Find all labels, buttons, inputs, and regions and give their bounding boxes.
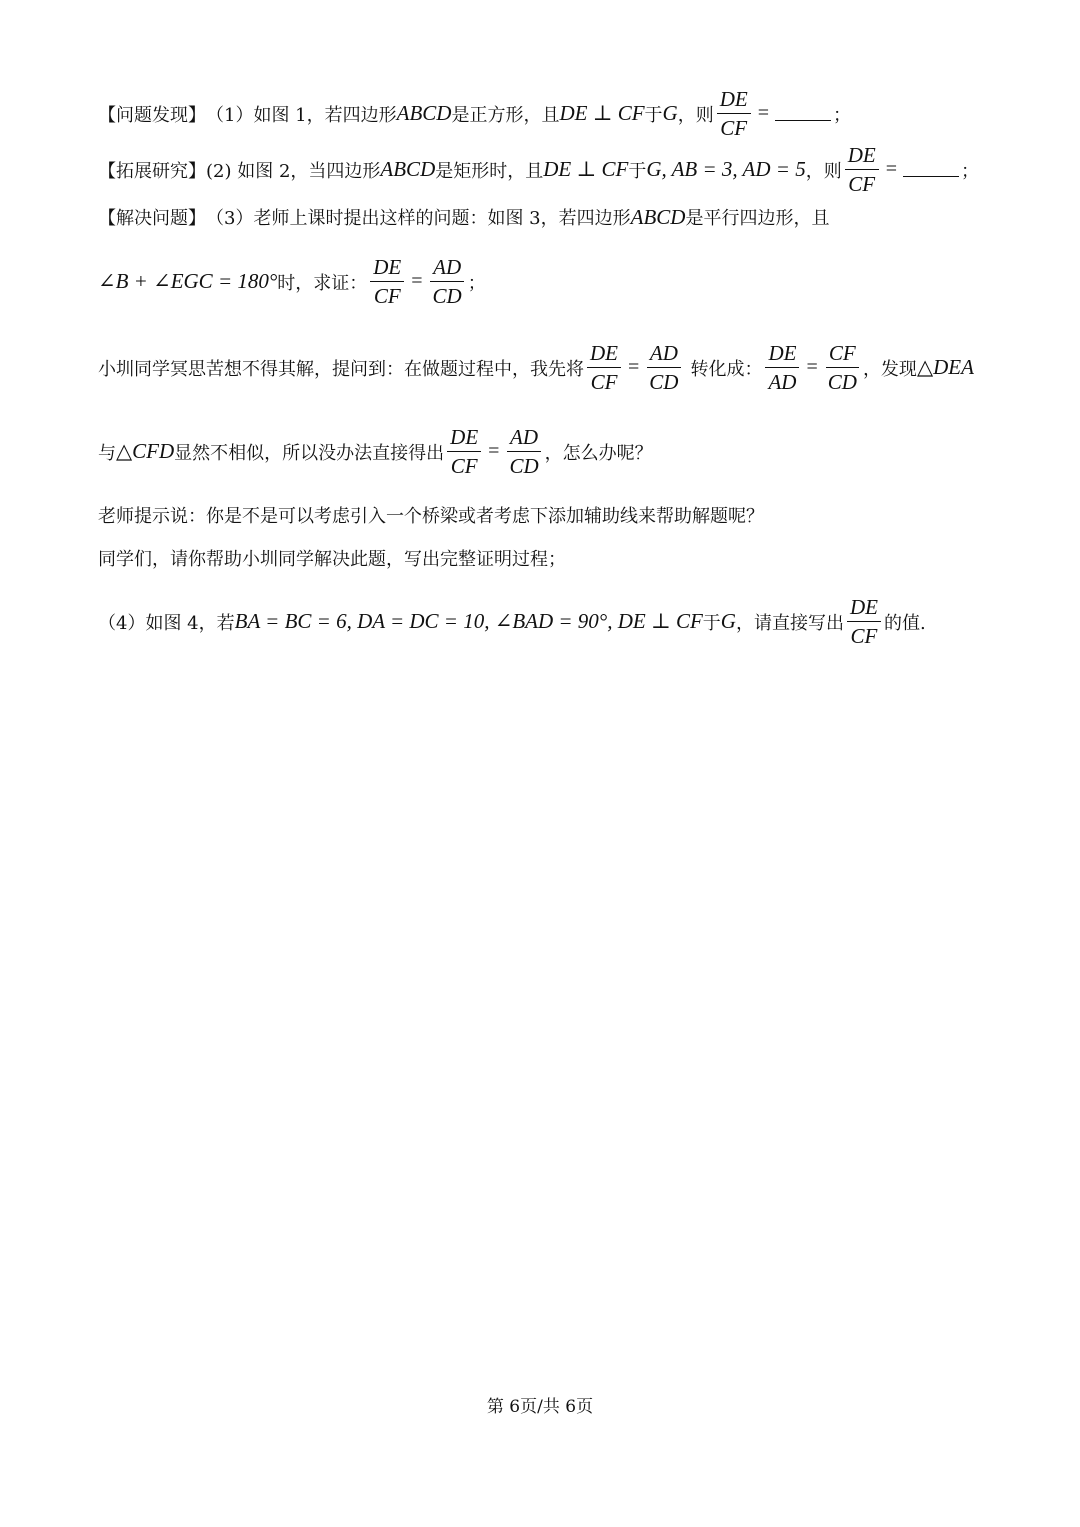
- question-4: [98, 594, 990, 649]
- q2-text3: 于: [628, 160, 647, 182]
- q1-fraction: [717, 86, 751, 141]
- p2-text: 与: [98, 442, 116, 464]
- p2-triangle: △CFD: [116, 439, 175, 463]
- q2-text2: 是矩形时，且: [435, 160, 544, 182]
- q1-equals: =: [757, 102, 769, 124]
- page-footer: 第 6页/共 6页: [486, 1397, 594, 1417]
- q3-f2-den: CD: [432, 284, 462, 308]
- q2-frac-num: DE: [845, 142, 879, 170]
- p3-text: 老师提示说：你是不是可以考虑引入一个桥梁或者考虑下添加辅助线来帮助解题呢？: [98, 506, 764, 527]
- q3-fraction-2: [430, 254, 465, 309]
- q4-frac-den: CF: [850, 624, 878, 648]
- p2-equals: =: [488, 440, 500, 462]
- q3-quad: ABCD: [630, 204, 686, 229]
- p1-f2-den: CD: [649, 370, 679, 394]
- q3-fraction-1: [370, 254, 404, 309]
- q4-frac-num: DE: [847, 594, 881, 622]
- q2-perp: DE ⊥ CF: [543, 157, 629, 181]
- q3-f2-num: AD: [430, 254, 464, 282]
- paragraph-teacher-hint: [98, 502, 990, 528]
- q4-fraction: [847, 594, 881, 649]
- p1-text2: 转化成：: [690, 358, 763, 380]
- q4-text3: ，请直接写出: [735, 612, 844, 634]
- q2-quad: ABCD: [380, 157, 436, 181]
- q4-point: G: [720, 609, 736, 633]
- p4-text: 同学们，请你帮助小圳同学解决此题，写出完整证明过程；: [98, 549, 566, 570]
- p1-fraction-2: [646, 340, 681, 395]
- q3-text: （3）老师上课时提出这样的问题：如图 3，若四边形: [206, 208, 631, 229]
- q2-text: (2) 如图 2，当四边形: [206, 160, 381, 182]
- paragraph-student-question: [98, 340, 990, 395]
- q1-frac-num: DE: [717, 86, 751, 114]
- q3-tag: 【解决问题】: [98, 208, 206, 229]
- q2-fraction: [845, 142, 879, 197]
- p1-text3: ，发现: [862, 358, 917, 380]
- paragraph-not-similar: [98, 424, 990, 479]
- question-3-condition: [98, 254, 990, 309]
- question-3: [98, 204, 990, 230]
- q4-text: （4）如图 4，若: [98, 612, 235, 634]
- q3-end: ；: [467, 272, 486, 294]
- q2-end: ；: [961, 160, 979, 182]
- p1-f2-num: AD: [647, 340, 681, 368]
- q3-f1-num: DE: [370, 254, 404, 282]
- p1-f4-den: CD: [827, 370, 857, 394]
- q2-equals: =: [885, 158, 897, 180]
- q1-tag: 【问题发现】: [98, 104, 206, 126]
- q2-text4: ，则: [805, 160, 842, 182]
- p1-f3-num: DE: [765, 340, 799, 368]
- p2-f2-den: CD: [509, 454, 539, 478]
- q3-f1-den: CF: [373, 284, 401, 308]
- q2-tag: 【拓展研究】: [98, 160, 206, 182]
- p1-f3-den: AD: [768, 370, 797, 394]
- q1-text: （1）如图 1，若四边形: [206, 104, 397, 126]
- p1-text: 小圳同学冥思苦想不得其解，提问到：在做题过程中，我先将: [98, 358, 584, 380]
- p2-f1-num: DE: [447, 424, 481, 452]
- p1-equals-1: =: [628, 356, 640, 378]
- q2-answer-blank[interactable]: [903, 162, 959, 177]
- p1-fraction-1: [587, 340, 621, 395]
- question-1: [98, 86, 990, 141]
- q1-perp: DE ⊥ CF: [559, 101, 645, 125]
- p1-fraction-4: [825, 340, 860, 395]
- q3-text3: 时，求证：: [277, 272, 368, 294]
- p1-triangle: △DEA: [916, 355, 974, 379]
- q1-end: ；: [833, 104, 851, 126]
- q2-values: G, AB = 3, AD = 5: [646, 157, 806, 181]
- q3-equals: =: [411, 270, 423, 292]
- q2-frac-den: CF: [848, 172, 876, 196]
- q4-text2: 于: [702, 612, 721, 634]
- p1-equals-2: =: [806, 356, 818, 378]
- p2-f1-den: CF: [450, 454, 478, 478]
- p2-text2: 显然不相似，所以没办法直接得出: [174, 442, 445, 464]
- q1-text2: 是正方形，且: [451, 104, 560, 126]
- q1-frac-den: CF: [720, 116, 748, 140]
- q1-quad: ABCD: [396, 101, 452, 125]
- q1-point: G: [662, 101, 678, 125]
- q4-text4: 的值.: [883, 612, 926, 634]
- q1-text3: 于: [644, 104, 663, 126]
- p2-text3: ，怎么办呢？: [544, 442, 653, 464]
- p2-fraction-1: [447, 424, 481, 479]
- p1-fraction-3: [765, 340, 799, 395]
- p1-f1-num: DE: [587, 340, 621, 368]
- question-2: [98, 142, 990, 197]
- q4-conditions: BA = BC = 6, DA = DC = 10, ∠BAD = 90°, DE ⊥ CF: [234, 609, 703, 633]
- p2-f2-num: AD: [507, 424, 541, 452]
- q1-text4: ，则: [677, 104, 714, 126]
- q3-angle-condition: ∠B + ∠EGC = 180°: [98, 269, 278, 293]
- paragraph-instruction: [98, 545, 990, 571]
- p1-f4-num: CF: [826, 340, 859, 368]
- q3-text2: 是平行四边形，且: [685, 208, 830, 229]
- p1-f1-den: CF: [590, 370, 618, 394]
- p2-fraction-2: [506, 424, 541, 479]
- q1-answer-blank[interactable]: [775, 106, 831, 121]
